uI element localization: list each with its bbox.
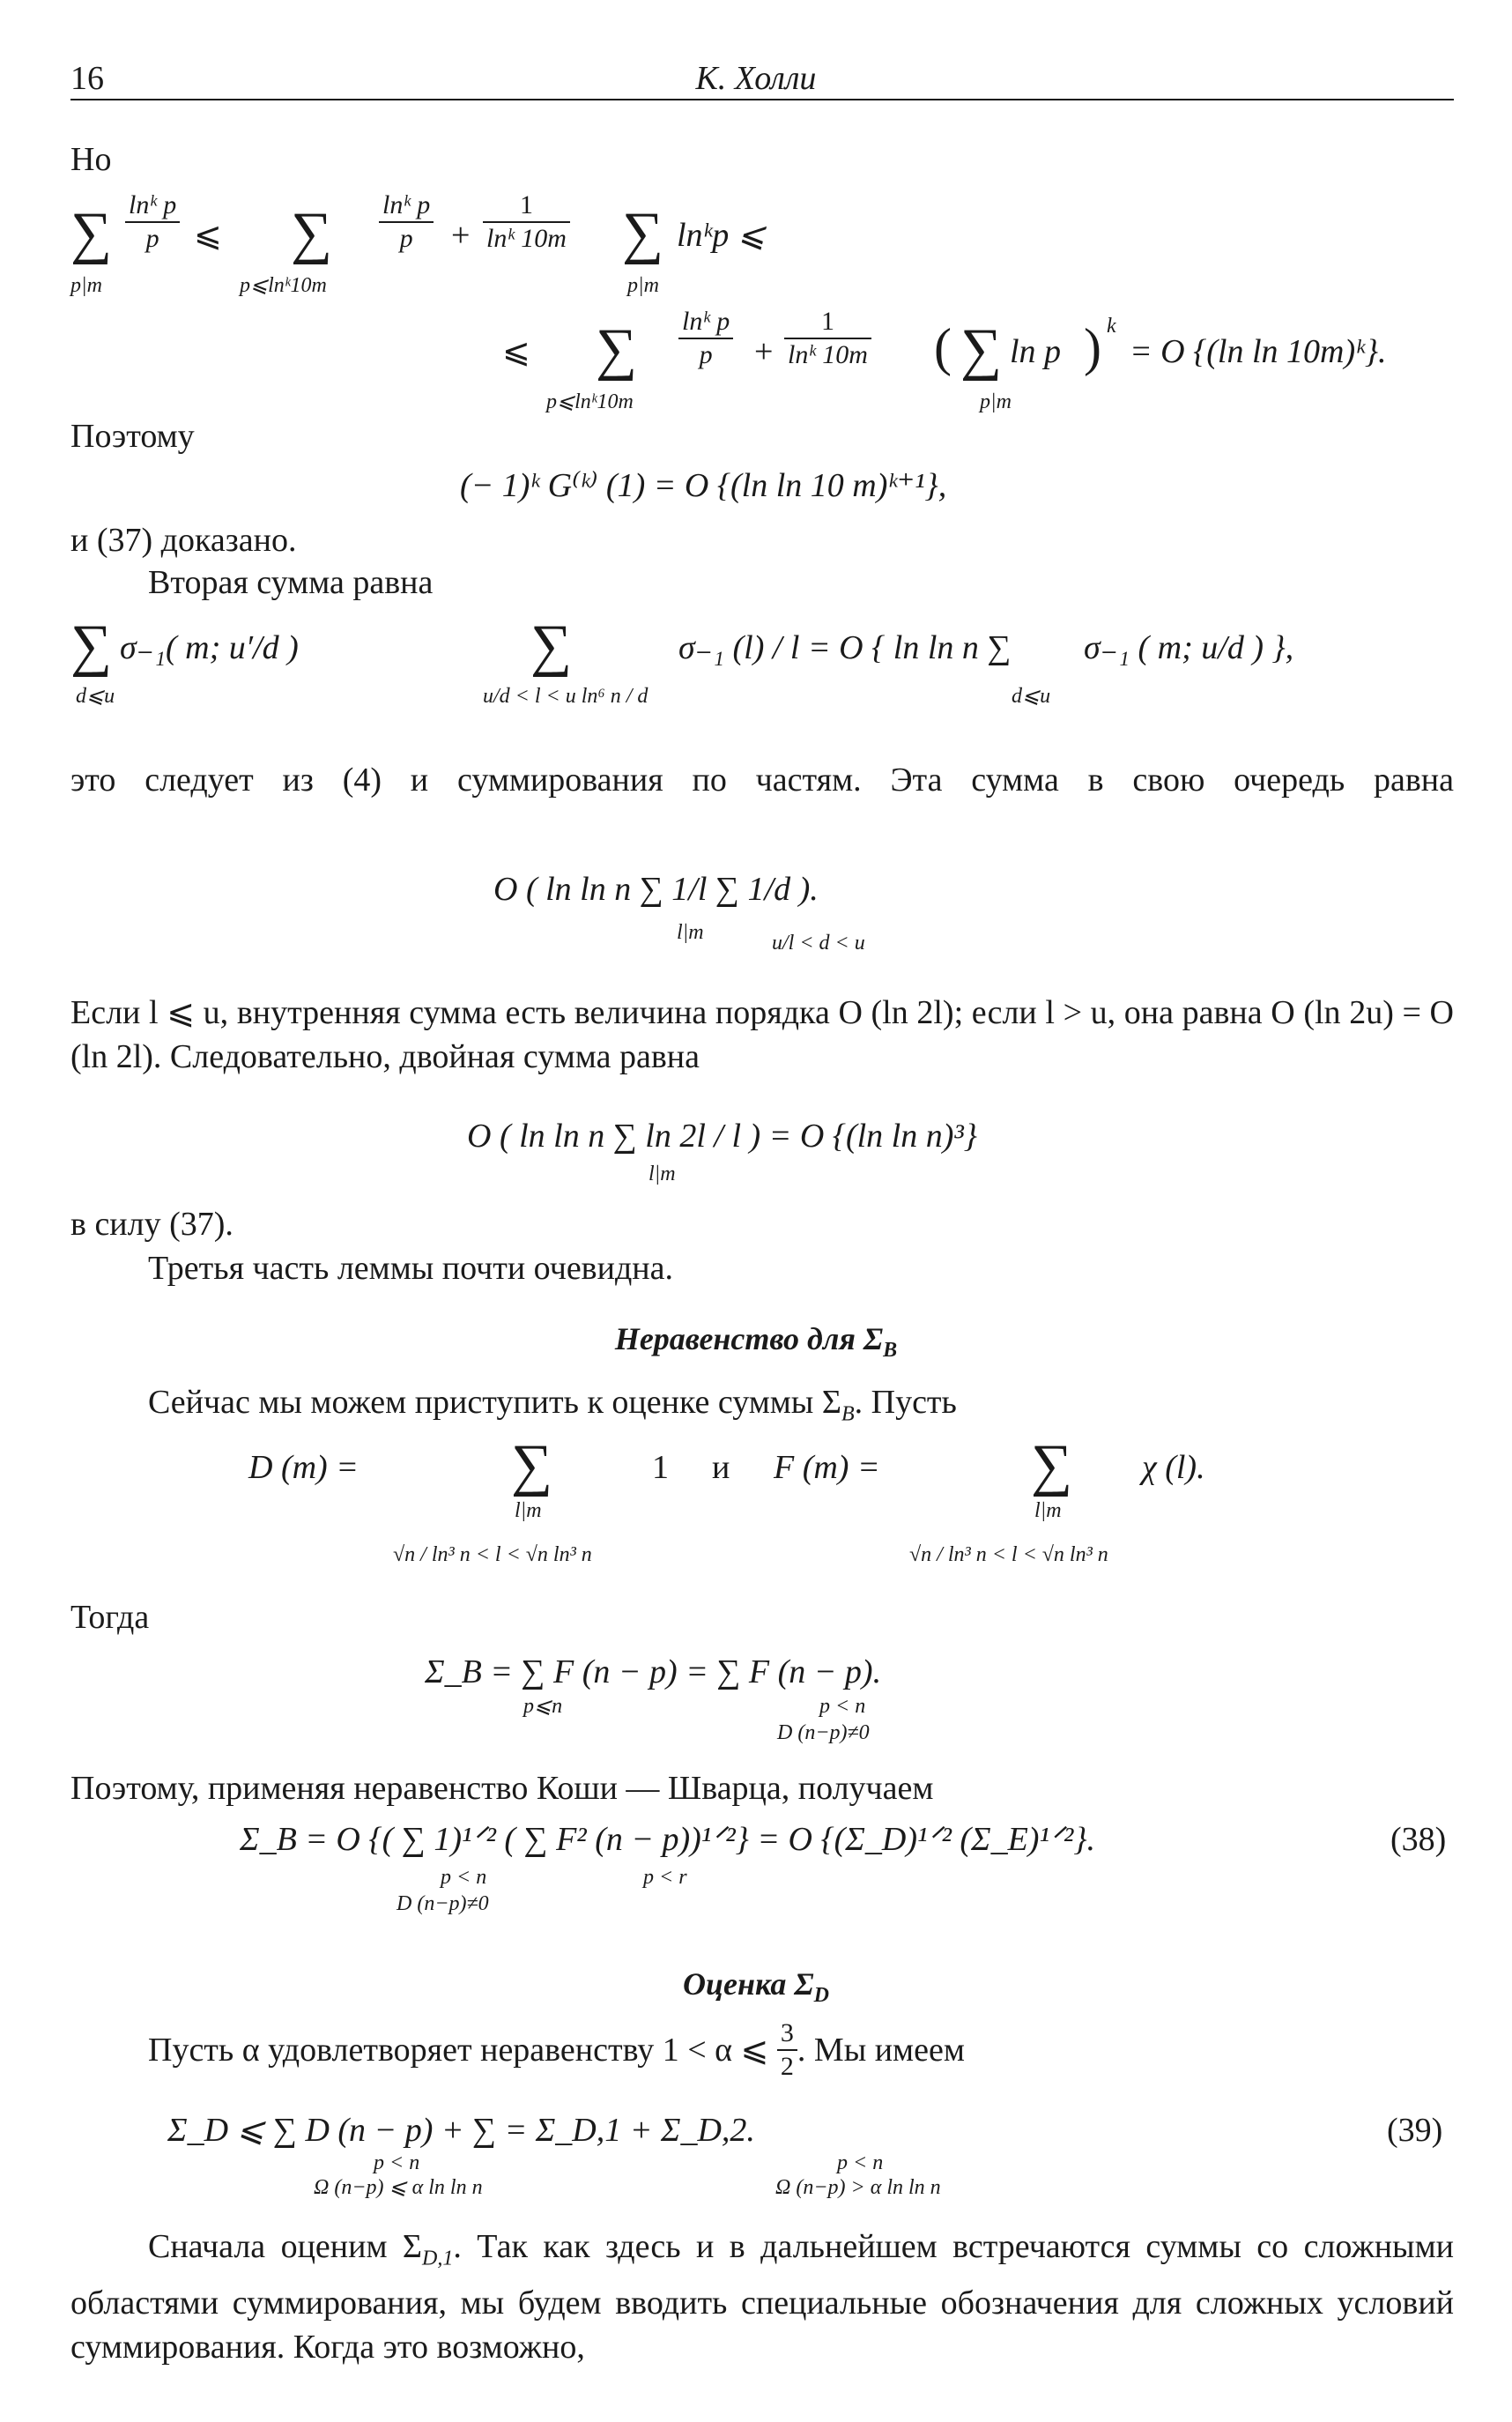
- paragraph-first: Сначала оценим $\Sigma_{D,1}$. Так как здесь и в дальнейшем встречаются суммы со сложными областями суммирования, мы будем вводить специальные обозначения для сложных условий суммирования. Когда это возможно,: [70, 2228, 1454, 2366]
- sum-sign: ∑: [530, 613, 573, 678]
- f-function: F (m) =: [774, 1449, 880, 1486]
- sum-limit: u/d < l < u ln⁶ n / d: [483, 685, 649, 708]
- sum-limit: l|m: [649, 1163, 676, 1185]
- leq-sign: ⩽: [502, 333, 530, 370]
- sum-limit: p|m: [70, 274, 102, 297]
- sum-limit: u/l < d < u: [772, 932, 865, 955]
- equation-4: O ( ln ln n ∑ 1/l ∑ 1/d ).: [493, 871, 819, 908]
- fraction: $\frac{\text{lnᵏ p}}{p}$: [125, 192, 180, 252]
- chi-expression: χ (l).: [1142, 1449, 1205, 1486]
- paren: (: [934, 318, 952, 376]
- equation-number: (38): [1390, 1821, 1447, 1858]
- sum-limit: Ω (n−p) ⩽ α ln ln n: [314, 2176, 483, 2199]
- paragraph-alpha: Пусть α удовлетворяет неравенству 1 < α ⩽ $\frac{3}{2}$ . Мы имеем: [148, 2018, 965, 2081]
- sum-limit: d⩽u: [76, 685, 115, 708]
- d-function: D (m) =: [248, 1449, 359, 1486]
- sum-limit: p < n: [819, 1695, 866, 1718]
- equation-2: (− 1)ᵏ G⁽ᵏ⁾ (1) = O {(ln ln 10 m)ᵏ⁺¹},: [460, 467, 947, 504]
- sum-sign: ∑: [596, 317, 638, 382]
- equation-8: Σ_B = O {( ∑ 1)¹ᐟ² ( ∑ F² (n − p))¹ᐟ²} = O {(Σ_D)¹ᐟ² (Σ_E)¹ᐟ²}.: [240, 1821, 1096, 1858]
- plus-sign: +: [754, 333, 774, 370]
- fraction: $\frac{\text{lnᵏ p}}{p}$: [678, 308, 733, 368]
- sum-limit: p⩽lnᵏ10m: [546, 390, 634, 413]
- paragraph-third: Третья часть леммы почти очевидна.: [148, 1250, 673, 1287]
- paragraph-no: Но: [70, 141, 112, 178]
- sum-sign: ∑: [70, 201, 113, 265]
- sum-sign: ∑: [291, 201, 333, 265]
- sum-limit: p|m: [627, 274, 659, 297]
- one: 1: [652, 1449, 669, 1486]
- section-heading-inequality: Неравенство для $\Sigma_B$: [614, 1321, 898, 1363]
- sum-sign: ∑: [70, 613, 113, 678]
- equation-5: O ( ln ln n ∑ ln 2l / l ) = O {(ln ln n)³}: [467, 1118, 977, 1155]
- sum-sign: ∑: [960, 317, 1003, 382]
- sum-limit: p⩽lnᵏ10m: [240, 274, 327, 297]
- paragraph-second-sum: Вторая сумма равна: [148, 564, 434, 601]
- expression: σ₋₁ ( m; u/d ) },: [1084, 629, 1294, 666]
- sum-sign: ∑: [622, 201, 664, 265]
- sum-limit: Ω (n−p) > α ln ln n: [775, 2176, 941, 2199]
- sum-limit: √n / ln³ n < l < √n ln³ n: [393, 1543, 592, 1566]
- sum-limit: l|m: [677, 921, 704, 944]
- sum-limit: p < r: [643, 1866, 687, 1889]
- leq-sign: ⩽: [194, 217, 222, 254]
- fraction: $\frac{1}{\text{lnᵏ 10m}}$: [483, 192, 570, 252]
- plus-sign: +: [451, 217, 471, 254]
- sum-sign: ∑: [511, 1433, 553, 1497]
- sum-limit: √n / ln³ n < l < √n ln³ n: [909, 1543, 1108, 1566]
- paragraph-now: Сейчас мы можем приступить к оценке суммы $\Sigma_B$. Пусть: [148, 1384, 957, 1426]
- equation-9: Σ_D ⩽ ∑ D (n − p) + ∑ = Σ_D,1 + Σ_D,2.: [167, 2112, 755, 2149]
- sum-limit: p < n: [837, 2151, 884, 2174]
- paragraph-follows: это следует из (4) и суммирования по частям. Эта сумма в свою очередь равна: [70, 762, 1454, 799]
- sum-limit: l|m: [1034, 1499, 1062, 1522]
- expression: σ₋₁( m; u′/d ): [120, 629, 299, 666]
- paragraph-if-l: Если l ⩽ u, внутренняя сумма есть величина порядка O (ln 2l); если l > u, она равна O (ln 2u) = O (ln 2l). Следовательно, двойная сумма равна: [70, 994, 1454, 1075]
- sum-sign: ∑: [1031, 1433, 1073, 1497]
- equation-7: Σ_B = ∑ F (n − p) = ∑ F (n − p).: [425, 1653, 882, 1690]
- conjunction: и: [712, 1449, 730, 1486]
- sum-limit: D (n−p)≠0: [777, 1721, 870, 1744]
- paragraph-therefore: Поэтому: [70, 418, 195, 455]
- sum-limit: p < n: [374, 2151, 420, 2174]
- fraction: $\frac{1}{\text{lnᵏ 10m}}$: [784, 308, 871, 368]
- sum-limit: l|m: [515, 1499, 542, 1522]
- sum-limit: p⩽n: [523, 1695, 563, 1718]
- section-heading-estimate: Оценка $\Sigma_D$: [683, 1966, 829, 2008]
- expression: = O {(ln ln 10m)ᵏ}.: [1130, 333, 1387, 370]
- paragraph-proved: и (37) доказано.: [70, 522, 297, 559]
- sum-limit: p|m: [980, 390, 1012, 413]
- expression: ln p: [1010, 333, 1062, 370]
- paragraph-by37: в силу (37).: [70, 1206, 233, 1243]
- expression: lnᵏp ⩽: [677, 217, 766, 254]
- page-number: 16: [70, 60, 104, 97]
- exponent: k: [1107, 315, 1116, 338]
- paren: ): [1084, 318, 1101, 376]
- header-rule: [70, 99, 1454, 100]
- paragraph-then: Тогда: [70, 1599, 150, 1636]
- fraction: $\frac{\text{lnᵏ p}}{p}$: [379, 192, 434, 252]
- expression: σ₋₁ (l) / l = O { ln ln n ∑: [678, 629, 1012, 666]
- running-title: К. Холли: [695, 60, 817, 97]
- sum-limit: D (n−p)≠0: [397, 1892, 489, 1915]
- sum-limit: d⩽u: [1012, 685, 1051, 708]
- equation-number: (39): [1387, 2112, 1443, 2149]
- sum-limit: p < n: [441, 1866, 487, 1889]
- paragraph-cauchy: Поэтому, применяя неравенство Коши — Шварца, получаем: [70, 1770, 934, 1807]
